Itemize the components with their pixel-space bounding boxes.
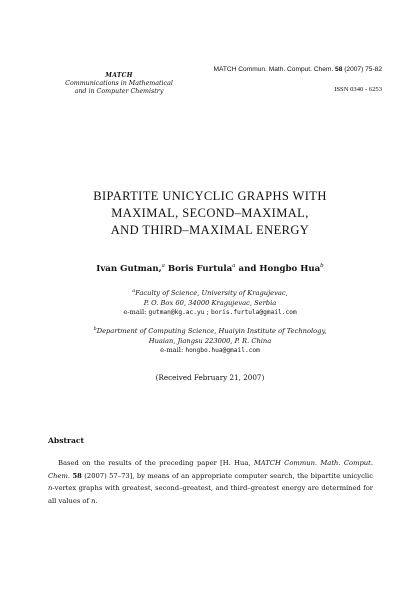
email-separator: ;: [206, 308, 209, 317]
title-line-1: BIPARTITE UNICYCLIC GRAPHS WITH: [93, 189, 327, 203]
abstract-journal: MATCH Commun. Math. Comput. Chem.: [48, 459, 374, 480]
abstract-var-n: n: [48, 484, 53, 493]
issn: ISSN 0340 - 6253: [334, 86, 382, 93]
affiliation-b-line1: Department of Computing Science, Huaiyin Institute of Technology,: [96, 327, 327, 336]
affiliation-b: [0, 325, 420, 356]
abstract-text-2: (2007) 57–73], by means of an appropriate computer search, the bipartite unicyclic: [81, 471, 373, 480]
paper-title: [0, 188, 420, 239]
abstract-text-4: .: [95, 496, 98, 505]
citation-volume: 58: [335, 66, 343, 73]
affiliation-b-marker: b: [93, 326, 97, 332]
author-hua-affil: b: [320, 263, 324, 269]
abstract-text-1: Based on the results of the preceding paper [H. Hua,: [58, 459, 254, 467]
affiliation-a-marker: a: [132, 288, 136, 294]
abstract-body: [48, 457, 373, 507]
author-gutman-affil: a: [161, 263, 165, 269]
email-gutman: gutman@kg.ac.yu: [148, 309, 205, 317]
author-furtula: Boris Furtula: [167, 263, 233, 274]
email-furtula: boris.furtula@gmail.com: [210, 309, 297, 317]
journal-subtitle-line2: and in Computer Chemistry: [74, 88, 164, 95]
received-date: (Received February 21, 2007): [155, 373, 265, 382]
author-connector: and: [238, 263, 257, 274]
journal-name: MATCH: [105, 72, 133, 79]
citation-prefix: MATCH Commun. Math. Comput. Chem.: [213, 66, 334, 73]
affiliation-a-line1: Faculty of Science, University of Kragujevac,: [135, 289, 288, 298]
citation: [214, 66, 383, 74]
author-hua: Hongbo Hua: [259, 263, 321, 274]
email-label: e-mail:: [123, 308, 147, 317]
citation-suffix: (2007) 75-82: [344, 66, 382, 73]
affiliation-b-line2: Huaian, Jiangsu 223000, P. R. China: [148, 336, 272, 345]
abstract-heading: Abstract: [48, 436, 85, 445]
title-line-3: AND THIRD–MAXIMAL ENERGY: [110, 223, 310, 237]
journal-block: [44, 72, 194, 96]
affiliation-a-line2: P. O. Box 60, 34000 Kragujevac, Serbia: [143, 298, 277, 307]
journal-subtitle-line1: Communications in Mathematical: [65, 80, 173, 87]
abstract-var-n-2: n: [91, 496, 96, 505]
author-furtula-affil: a: [232, 263, 236, 269]
title-line-2: MAXIMAL, SECOND–MAXIMAL,: [111, 206, 309, 220]
email-label: e-mail:: [160, 346, 184, 355]
email-hua: hongbo.hua@gmail.com: [185, 347, 260, 355]
abstract-volume: 58: [72, 471, 82, 480]
authors: [0, 263, 420, 274]
author-gutman: Ivan Gutman,: [96, 263, 162, 274]
affiliation-a: [0, 287, 420, 318]
abstract-text-3: -vertex graphs with greatest, second–greatest, and third–greatest energy are determined for all values of: [48, 484, 373, 505]
